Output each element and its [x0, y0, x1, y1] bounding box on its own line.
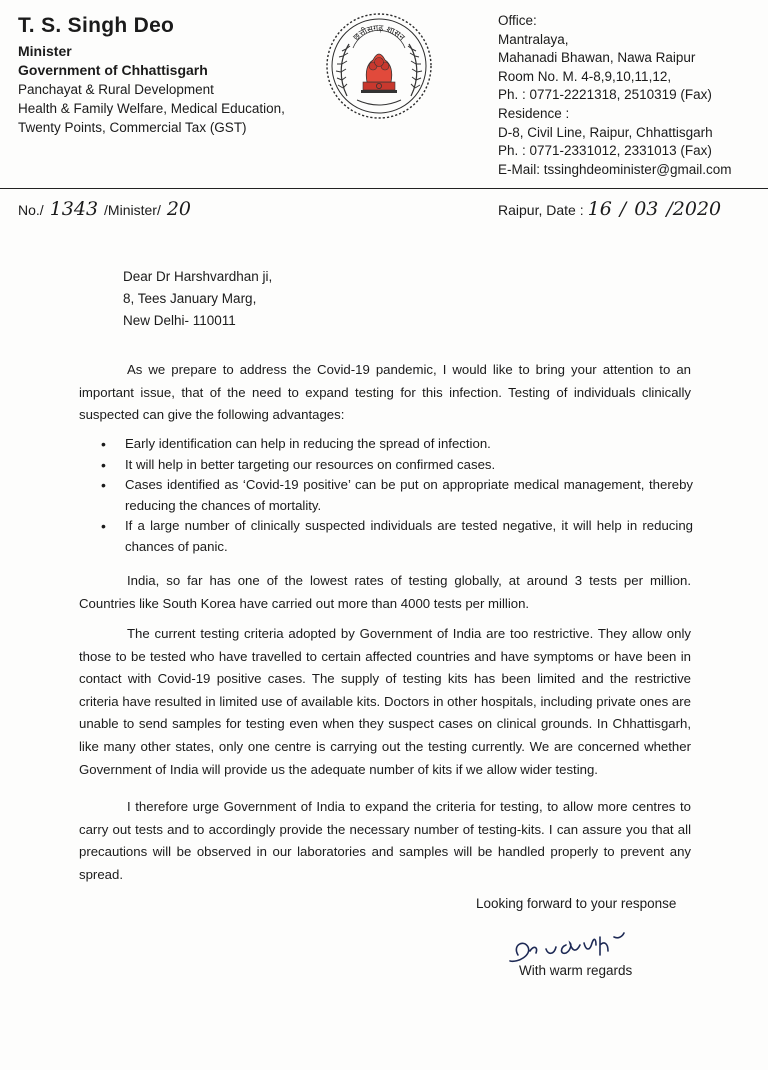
- date-day: 16: [587, 198, 612, 220]
- residence-heading: Residence :: [498, 105, 570, 121]
- list-item: • Cases identified as ‘Covid-19 positive’ can be put on appropriate medical management, thereby reducing the chances of mortality.: [101, 475, 693, 516]
- reference-prefix: No./: [18, 202, 44, 218]
- advantages-list: [101, 434, 693, 557]
- regards-line: With warm regards: [519, 963, 633, 978]
- sender-name: T. S. Singh Deo: [18, 14, 175, 37]
- sender-department: Twenty Points, Commercial Tax (GST): [18, 120, 247, 135]
- letterhead-contact: [498, 12, 760, 179]
- email-line[interactable]: E-Mail: tssinghdeominister@gmail.com: [498, 161, 732, 177]
- state-emblem-logo: [323, 10, 435, 122]
- list-item: • If a large number of clinically suspected individuals are tested negative, it will help in reducing chances of panic.: [101, 516, 693, 557]
- residence-line: Ph. : 0771-2331012, 2331013 (Fax): [498, 143, 712, 159]
- date-label: Raipur, Date :: [498, 202, 584, 218]
- lion-capital-icon: [361, 54, 397, 93]
- paragraph-urge: I therefore urge Government of India to expand the criteria for testing, to allow more centres to carry out tests and to accordingly provide the necessary number of testing-kits. I can assure you that all precautions will be observed in our laboratories and samples will be handled properly to prevent any spread.: [79, 799, 691, 882]
- emblem-text: छत्तीसगढ़ शासन: [351, 23, 407, 43]
- sender-role: Minister: [18, 43, 72, 59]
- letterhead-sender: [18, 12, 318, 137]
- office-line: Mahanadi Bhawan, Nawa Raipur: [498, 50, 696, 66]
- office-line: Mantralaya,: [498, 31, 569, 47]
- salutation: Dear Dr Harshvardhan ji,: [123, 269, 273, 284]
- date-separator: /: [619, 198, 627, 220]
- reference-handwritten-number: 1343: [49, 198, 99, 220]
- reference-year: 20: [166, 198, 192, 220]
- address-line: 8, Tees January Marg,: [123, 291, 257, 306]
- header-divider: [0, 188, 768, 189]
- paragraph-intro: As we prepare to address the Covid-19 pandemic, I would like to bring your attention to an important issue, that of the need to expand testing for this infection. Testing of individuals clinically suspected can give the following advantages:: [79, 362, 691, 423]
- reference-number: [18, 198, 197, 221]
- residence-line: D-8, Civil Line, Raipur, Chhattisgarh: [498, 124, 713, 140]
- office-heading: Office:: [498, 13, 537, 28]
- sender-government: Government of Chhattisgarh: [18, 62, 208, 78]
- reference-middle: /Minister/: [104, 202, 161, 218]
- paragraph-india: India, so far has one of the lowest rates of testing globally, at around 3 tests per million. Countries like South Korea have carried out more than 4000 tests per million.: [79, 573, 691, 611]
- letter-date: [498, 198, 725, 221]
- address-line: New Delhi- 110011: [123, 313, 236, 328]
- office-line: Room No. M. 4-8,9,10,11,12,: [498, 68, 672, 84]
- date-month: 03: [634, 198, 659, 220]
- sender-department: Panchayat & Rural Development: [18, 82, 214, 97]
- recipient-address: [123, 266, 272, 332]
- closing-line: Looking forward to your response: [476, 896, 677, 911]
- list-item: • Early identification can help in reducing the spread of infection.: [101, 434, 693, 455]
- sender-department: Health & Family Welfare, Medical Education,: [18, 101, 285, 116]
- list-item: • It will help in better targeting our resources on confirmed cases.: [101, 455, 693, 476]
- paragraph-criteria: The current testing criteria adopted by Government of India are too restrictive. They allow only those to be tested who have travelled to certain affected countries and have symptoms or have been in contact with Covid-19 positive cases. The supply of testing kits has been limited and the restrictive criteria have resulted in limited use of available kits. Doctors in other hospitals, including private ones are unable to send samples for testing even when they suspect cases on clinical grounds. In Chhattisgarh, like many other states, only one centre is carrying out the testing currently. We are concerned whether Government of India will provide us the adequate number of kits if we allow wider testing.: [79, 626, 691, 777]
- office-line: Ph. : 0771-2221318, 2510319 (Fax): [498, 87, 712, 103]
- date-year: /2020: [666, 198, 722, 220]
